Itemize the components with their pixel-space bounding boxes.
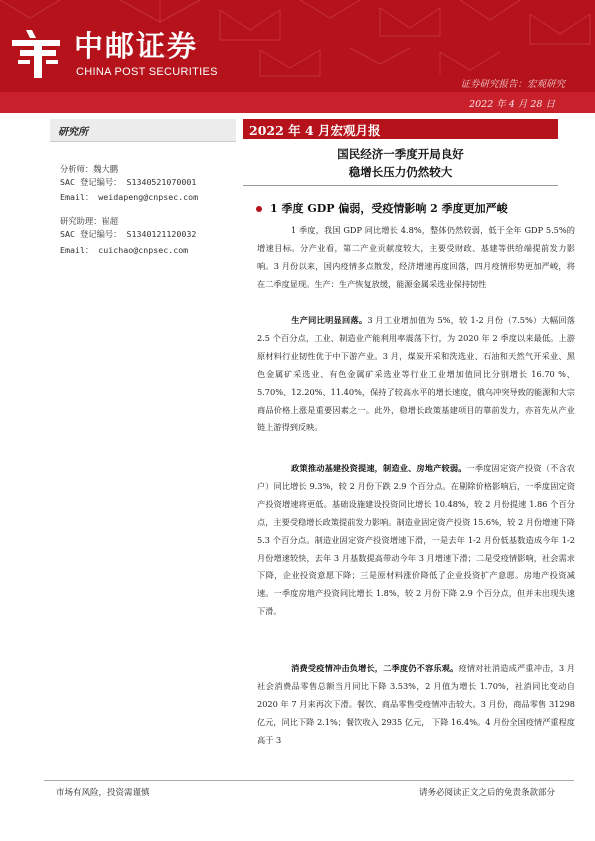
section-heading: 1 季度 GDP 偏弱，受疫情影响 2 季度更加严峻: [270, 202, 508, 215]
paragraph-consumption-lead: 消费受疫情冲击负增长，二季度仍不容乐观。: [291, 663, 459, 673]
report-title: 2022 年 4 月宏观月报: [249, 123, 381, 138]
subtitle-divider: [243, 185, 558, 186]
footer-disclaimer: 请务必阅读正文之后的免责条款部分: [418, 788, 555, 798]
paragraph-investment: [257, 460, 575, 621]
analyst-email[interactable]: Email： weidapeng@cnpsec.com: [60, 192, 199, 202]
paragraph-production-lead: 生产同比明显回落。: [291, 315, 368, 325]
report-subtitle-1: 国民经济一季度开局良好: [337, 147, 464, 161]
analyst-name: 分析师：魏大鹏: [60, 164, 119, 174]
report-type: 证券研究报告：宏观研究: [460, 79, 565, 90]
paragraph-consumption-text: 疫情对社消造成严重冲击，3 月社会消费品零售总额当月同比下降 3.53%，2 月值为增长 1.70%，社消同比变动自 2020 年 7 月来再次下滑。餐饮、商品零售受疫情冲击较大。3 月份，商品零售 31298 亿元，同比下降 2.1%；餐饮收入 2935 亿元， 下降 16.4%。4 月份全国疫情严重程度高于 3: [257, 663, 575, 745]
paragraph-investment-text: 一季度固定资产投资（不含农户）同比增长 9.3%，较 2 月份下跌 2.9 个百分点。在剔除价格影响后，一季度固定资产投资增速将更低。基础设施建设投资同比增长 10.48%，较 2 月份提速 1.86 个百分点，主要受稳增长政策提前发力影响。制造业固定资产投资 15.6%，较 2 月份增速下降 5.3 个百分点。制造业固定资产投资增速下滑，一是去年 1-2 月份低基数造成今年 1-2 月份增速较快，去年 3 月基数提高带动今年 3 月增速下滑；二是受疫情影响，社会需求下降，企业投资意愿下降；三是原材料涨价降低了企业投资扩产意愿。房地产投资减速。一季度房地产投资同比增长 1.8%，较 2 月份下降 2.9 个百分点，但并未出现失速下滑。: [257, 463, 575, 617]
china-post-logo-icon: [8, 26, 64, 82]
header-banner: [0, 0, 595, 92]
footer-divider: [44, 780, 574, 781]
sidebar-heading: [50, 119, 236, 142]
date-bar: [0, 92, 595, 113]
assistant-email[interactable]: Email： cuichao@cnpsec.com: [60, 245, 189, 255]
paragraph-gdp-text: 1 季度，我国 GDP 同比增长 4.8%，整体仍然较弱，低于全年 GDP 5.5%的增速目标。分产业看，第二产业贡献度较大，主要受财政、基建等供给端提前发力影响。3 月份以来，国内疫情多点散发，经济增速再度回落，四月疫情形势更加严峻，将在二季度显现。生产：生产恢复放缓，能源金属采选业保持韧性: [257, 225, 575, 289]
sidebar-heading-label: 研究所: [58, 127, 88, 138]
report-subtitle-2: 稳增长压力仍然较大: [348, 165, 453, 179]
paragraph-gdp: [257, 222, 575, 294]
footer-risk-note: 市场有风险，投资需谨慎: [56, 788, 150, 798]
report-date: 2022 年 4 月 28 日: [469, 99, 555, 110]
brand-name-en: CHINA POST SECURITIES: [76, 66, 218, 78]
report-title-bar: [243, 119, 558, 139]
bullet-icon: [256, 206, 262, 212]
paragraph-production: [257, 312, 575, 437]
assistant-name: 研究助理：崔超: [60, 216, 119, 226]
paragraph-production-text: 3 月工业增加值为 5%，较 1-2 月份（7.5%）大幅回落 2.5 个百分点，工业、制造业产能利用率震荡下行，为 2020 年 2 季度以来最低。上游原材料行业韧性优于中下游产业。3 月，煤炭开采和洗选业、石油和天然气开采业、黑色金属矿采选业、有色金属矿采选业等行业工业增加值同比分别增长 16.70 %、5.70%、12.20%、11.40%，保持了较高水平的增长速度，俄乌冲突导致的能源和大宗商品价格上涨是重要因素之一。此外，稳增长政策基建项目的靠前发力，亦首先从产业链上游得到反映。: [257, 315, 575, 433]
paragraph-investment-lead: 政策推动基建投资提速，制造业、房地产较弱。: [291, 463, 467, 473]
assistant-sac: SAC 登记编号： S1340121120032: [60, 229, 197, 239]
brand-name-cn: 中邮证券: [74, 29, 199, 63]
paragraph-consumption: [257, 660, 575, 750]
analyst-sac: SAC 登记编号： S1340521070001: [60, 177, 197, 187]
